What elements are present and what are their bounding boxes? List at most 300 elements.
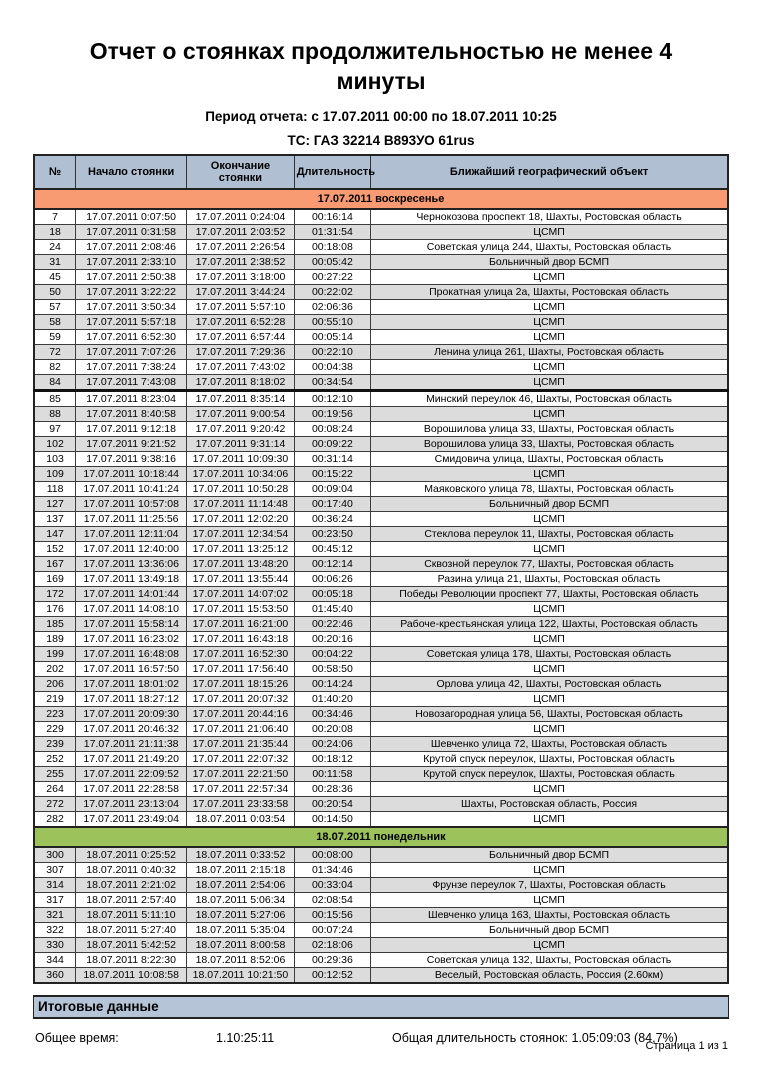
cell-number: 206 xyxy=(34,676,76,691)
cell-end-time: 18.07.2011 5:06:34 xyxy=(187,892,295,907)
cell-end-time: 17.07.2011 23:33:58 xyxy=(187,796,295,811)
cell-number: 252 xyxy=(34,751,76,766)
cell-location: Больничный двор БСМП xyxy=(371,847,728,863)
table-header-row xyxy=(34,155,728,189)
column-header-duration: Длительность xyxy=(294,155,370,189)
cell-end-time: 17.07.2011 17:56:40 xyxy=(187,661,295,676)
cell-duration: 00:45:12 xyxy=(294,541,370,556)
cell-number: 152 xyxy=(34,541,76,556)
table-row xyxy=(34,224,728,239)
cell-start-time: 17.07.2011 16:57:50 xyxy=(76,661,187,676)
cell-location: Больничный двор БСМП xyxy=(371,496,728,511)
table-row xyxy=(34,466,728,481)
cell-start-time: 17.07.2011 20:09:30 xyxy=(76,706,187,721)
cell-end-time: 17.07.2011 18:15:26 xyxy=(187,676,295,691)
cell-duration: 00:15:56 xyxy=(294,907,370,922)
totals-section-header: Итоговые данные xyxy=(33,995,729,1019)
cell-number: 322 xyxy=(34,922,76,937)
table-row xyxy=(34,922,728,937)
table-row xyxy=(34,796,728,811)
cell-start-time: 17.07.2011 18:27:12 xyxy=(76,691,187,706)
cell-start-time: 18.07.2011 5:11:10 xyxy=(76,907,187,922)
cell-start-time: 17.07.2011 3:22:22 xyxy=(76,284,187,299)
cell-start-time: 18.07.2011 10:08:58 xyxy=(76,967,187,983)
table-row xyxy=(34,209,728,225)
cell-duration: 00:18:12 xyxy=(294,751,370,766)
cell-location: Разина улица 21, Шахты, Ростовская область xyxy=(371,571,728,586)
cell-duration: 00:23:50 xyxy=(294,526,370,541)
cell-duration: 00:04:22 xyxy=(294,646,370,661)
cell-end-time: 17.07.2011 16:43:18 xyxy=(187,631,295,646)
cell-location: ЦСМП xyxy=(371,374,728,390)
cell-start-time: 18.07.2011 2:21:02 xyxy=(76,877,187,892)
cell-number: 57 xyxy=(34,299,76,314)
cell-start-time: 17.07.2011 7:38:24 xyxy=(76,359,187,374)
cell-location: ЦСМП xyxy=(371,541,728,556)
cell-number: 229 xyxy=(34,721,76,736)
cell-start-time: 17.07.2011 2:50:38 xyxy=(76,269,187,284)
cell-end-time: 17.07.2011 2:38:52 xyxy=(187,254,295,269)
cell-location: ЦСМП xyxy=(371,601,728,616)
report-period: Период отчета: с 17.07.2011 00:00 по 18.07.2011 10:25 xyxy=(205,108,557,124)
cell-start-time: 18.07.2011 8:22:30 xyxy=(76,952,187,967)
cell-number: 102 xyxy=(34,436,76,451)
cell-end-time: 17.07.2011 21:35:44 xyxy=(187,736,295,751)
cell-number: 147 xyxy=(34,526,76,541)
cell-end-time: 17.07.2011 11:14:48 xyxy=(187,496,295,511)
cell-location: ЦСМП xyxy=(371,359,728,374)
cell-location: Веселый, Ростовская область, Россия (2.60км) xyxy=(371,967,728,983)
cell-number: 18 xyxy=(34,224,76,239)
cell-location: ЦСМП xyxy=(371,269,728,284)
cell-duration: 00:20:16 xyxy=(294,631,370,646)
table-row xyxy=(34,937,728,952)
cell-duration: 01:34:46 xyxy=(294,862,370,877)
cell-start-time: 17.07.2011 10:18:44 xyxy=(76,466,187,481)
cell-location: Ленина улица 261, Шахты, Ростовская область xyxy=(371,344,728,359)
day-section-header xyxy=(34,189,728,209)
cell-location: Советская улица 132, Шахты, Ростовская область xyxy=(371,952,728,967)
cell-number: 282 xyxy=(34,811,76,827)
cell-end-time: 17.07.2011 22:57:34 xyxy=(187,781,295,796)
cell-end-time: 17.07.2011 5:57:10 xyxy=(187,299,295,314)
cell-duration: 00:22:02 xyxy=(294,284,370,299)
cell-duration: 00:34:54 xyxy=(294,374,370,390)
cell-duration: 00:08:00 xyxy=(294,847,370,863)
cell-end-time: 18.07.2011 0:03:54 xyxy=(187,811,295,827)
cell-number: 137 xyxy=(34,511,76,526)
cell-location: Стеклова переулок 11, Шахты, Ростовская область xyxy=(371,526,728,541)
cell-start-time: 17.07.2011 8:40:58 xyxy=(76,406,187,421)
table-row xyxy=(34,877,728,892)
cell-number: 24 xyxy=(34,239,76,254)
cell-location: Шевченко улица 72, Шахты, Ростовская область xyxy=(371,736,728,751)
cell-start-time: 17.07.2011 7:43:08 xyxy=(76,374,187,390)
page-number: Страница 1 из 1 xyxy=(645,1040,728,1052)
cell-end-time: 18.07.2011 8:52:06 xyxy=(187,952,295,967)
cell-duration: 00:33:04 xyxy=(294,877,370,892)
table-row xyxy=(34,616,728,631)
cell-duration: 02:18:06 xyxy=(294,937,370,952)
cell-duration: 02:06:36 xyxy=(294,299,370,314)
cell-location: Шевченко улица 163, Шахты, Ростовская область xyxy=(371,907,728,922)
cell-end-time: 17.07.2011 20:44:16 xyxy=(187,706,295,721)
cell-duration: 00:11:58 xyxy=(294,766,370,781)
cell-location: ЦСМП xyxy=(371,862,728,877)
cell-start-time: 17.07.2011 6:52:30 xyxy=(76,329,187,344)
totals-line xyxy=(33,1031,729,1045)
cell-duration: 00:22:10 xyxy=(294,344,370,359)
stops-table xyxy=(33,154,729,984)
cell-end-time: 17.07.2011 9:31:14 xyxy=(187,436,295,451)
table-row xyxy=(34,556,728,571)
cell-end-time: 17.07.2011 22:07:32 xyxy=(187,751,295,766)
cell-start-time: 17.07.2011 16:23:02 xyxy=(76,631,187,646)
cell-duration: 01:31:54 xyxy=(294,224,370,239)
cell-start-time: 17.07.2011 22:28:58 xyxy=(76,781,187,796)
cell-location: ЦСМП xyxy=(371,781,728,796)
cell-end-time: 17.07.2011 2:03:52 xyxy=(187,224,295,239)
cell-location: ЦСМП xyxy=(371,224,728,239)
cell-end-time: 17.07.2011 20:07:32 xyxy=(187,691,295,706)
cell-number: 84 xyxy=(34,374,76,390)
cell-end-time: 17.07.2011 8:35:14 xyxy=(187,390,295,406)
cell-end-time: 17.07.2011 9:20:42 xyxy=(187,421,295,436)
cell-location: ЦСМП xyxy=(371,511,728,526)
cell-end-time: 17.07.2011 10:50:28 xyxy=(187,481,295,496)
cell-start-time: 17.07.2011 16:48:08 xyxy=(76,646,187,661)
cell-start-time: 17.07.2011 0:31:58 xyxy=(76,224,187,239)
cell-location: ЦСМП xyxy=(371,691,728,706)
cell-location: ЦСМП xyxy=(371,329,728,344)
cell-number: 31 xyxy=(34,254,76,269)
cell-end-time: 17.07.2011 7:29:36 xyxy=(187,344,295,359)
cell-location: ЦСМП xyxy=(371,721,728,736)
cell-duration: 02:08:54 xyxy=(294,892,370,907)
table-row xyxy=(34,254,728,269)
cell-number: 199 xyxy=(34,646,76,661)
cell-end-time: 17.07.2011 12:02:20 xyxy=(187,511,295,526)
cell-end-time: 17.07.2011 7:43:02 xyxy=(187,359,295,374)
cell-location: Советская улица 244, Шахты, Ростовская область xyxy=(371,239,728,254)
table-row xyxy=(34,329,728,344)
cell-number: 82 xyxy=(34,359,76,374)
cell-number: 127 xyxy=(34,496,76,511)
table-row xyxy=(34,766,728,781)
table-row xyxy=(34,239,728,254)
cell-end-time: 17.07.2011 8:18:02 xyxy=(187,374,295,390)
cell-end-time: 17.07.2011 15:53:50 xyxy=(187,601,295,616)
cell-start-time: 17.07.2011 5:57:18 xyxy=(76,314,187,329)
cell-duration: 00:07:24 xyxy=(294,922,370,937)
cell-duration: 00:20:08 xyxy=(294,721,370,736)
cell-number: 219 xyxy=(34,691,76,706)
cell-number: 272 xyxy=(34,796,76,811)
cell-number: 45 xyxy=(34,269,76,284)
cell-number: 344 xyxy=(34,952,76,967)
cell-start-time: 17.07.2011 20:46:32 xyxy=(76,721,187,736)
table-row xyxy=(34,571,728,586)
cell-number: 185 xyxy=(34,616,76,631)
cell-number: 59 xyxy=(34,329,76,344)
cell-duration: 00:29:36 xyxy=(294,952,370,967)
cell-start-time: 17.07.2011 14:08:10 xyxy=(76,601,187,616)
table-row xyxy=(34,907,728,922)
cell-end-time: 18.07.2011 0:33:52 xyxy=(187,847,295,863)
table-row xyxy=(34,344,728,359)
cell-number: 307 xyxy=(34,862,76,877)
cell-duration: 00:09:04 xyxy=(294,481,370,496)
cell-number: 321 xyxy=(34,907,76,922)
cell-start-time: 18.07.2011 0:40:32 xyxy=(76,862,187,877)
page-title: Отчет о стоянках продолжительностью не менее 4 минуты xyxy=(89,38,673,95)
cell-duration: 00:55:10 xyxy=(294,314,370,329)
cell-duration: 00:28:36 xyxy=(294,781,370,796)
cell-location: Сквозной переулок 77, Шахты, Ростовская область xyxy=(371,556,728,571)
cell-number: 58 xyxy=(34,314,76,329)
cell-end-time: 17.07.2011 13:48:20 xyxy=(187,556,295,571)
cell-start-time: 17.07.2011 9:21:52 xyxy=(76,436,187,451)
table-row xyxy=(34,646,728,661)
cell-location: Крутой спуск переулок, Шахты, Ростовская область xyxy=(371,751,728,766)
cell-duration: 00:12:14 xyxy=(294,556,370,571)
cell-location: ЦСМП xyxy=(371,892,728,907)
cell-location: ЦСМП xyxy=(371,406,728,421)
cell-location: Ворошилова улица 33, Шахты, Ростовская область xyxy=(371,421,728,436)
cell-start-time: 17.07.2011 2:33:10 xyxy=(76,254,187,269)
column-header-end: Окончание стоянки xyxy=(187,155,295,189)
cell-number: 255 xyxy=(34,766,76,781)
cell-location: Новозагородная улица 56, Шахты, Ростовская область xyxy=(371,706,728,721)
cell-duration: 01:45:40 xyxy=(294,601,370,616)
cell-start-time: 17.07.2011 8:23:04 xyxy=(76,390,187,406)
cell-number: 330 xyxy=(34,937,76,952)
table-row xyxy=(34,496,728,511)
cell-location: ЦСМП xyxy=(371,631,728,646)
cell-location: Больничный двор БСМП xyxy=(371,254,728,269)
cell-duration: 00:15:22 xyxy=(294,466,370,481)
cell-duration: 00:06:26 xyxy=(294,571,370,586)
cell-end-time: 17.07.2011 6:52:28 xyxy=(187,314,295,329)
cell-duration: 00:09:22 xyxy=(294,436,370,451)
table-row xyxy=(34,706,728,721)
cell-start-time: 17.07.2011 7:07:26 xyxy=(76,344,187,359)
cell-start-time: 17.07.2011 10:57:08 xyxy=(76,496,187,511)
column-header-start: Начало стоянки xyxy=(76,155,187,189)
table-row xyxy=(34,374,728,390)
cell-number: 109 xyxy=(34,466,76,481)
cell-start-time: 17.07.2011 14:01:44 xyxy=(76,586,187,601)
cell-end-time: 17.07.2011 13:25:12 xyxy=(187,541,295,556)
cell-number: 360 xyxy=(34,967,76,983)
cell-location: Смидовича улица, Шахты, Ростовская область xyxy=(371,451,728,466)
table-row xyxy=(34,359,728,374)
cell-start-time: 17.07.2011 23:49:04 xyxy=(76,811,187,827)
cell-location: Прокатная улица 2а, Шахты, Ростовская область xyxy=(371,284,728,299)
cell-start-time: 17.07.2011 23:13:04 xyxy=(76,796,187,811)
cell-duration: 00:58:50 xyxy=(294,661,370,676)
cell-start-time: 17.07.2011 15:58:14 xyxy=(76,616,187,631)
cell-start-time: 17.07.2011 21:11:38 xyxy=(76,736,187,751)
cell-start-time: 18.07.2011 5:42:52 xyxy=(76,937,187,952)
table-row xyxy=(34,601,728,616)
cell-start-time: 18.07.2011 0:25:52 xyxy=(76,847,187,863)
cell-end-time: 17.07.2011 9:00:54 xyxy=(187,406,295,421)
cell-duration: 00:12:52 xyxy=(294,967,370,983)
cell-end-time: 17.07.2011 2:26:54 xyxy=(187,239,295,254)
table-row xyxy=(34,541,728,556)
cell-location: Больничный двор БСМП xyxy=(371,922,728,937)
table-row xyxy=(34,406,728,421)
cell-location: Шахты, Ростовская область, Россия xyxy=(371,796,728,811)
cell-duration: 00:12:10 xyxy=(294,390,370,406)
cell-location: ЦСМП xyxy=(371,937,728,952)
cell-duration: 00:17:40 xyxy=(294,496,370,511)
table-row xyxy=(34,781,728,796)
cell-number: 118 xyxy=(34,481,76,496)
cell-number: 7 xyxy=(34,209,76,225)
cell-number: 167 xyxy=(34,556,76,571)
cell-duration: 00:19:56 xyxy=(294,406,370,421)
cell-start-time: 17.07.2011 3:50:34 xyxy=(76,299,187,314)
cell-location: ЦСМП xyxy=(371,811,728,827)
cell-end-time: 17.07.2011 3:44:24 xyxy=(187,284,295,299)
total-stops-duration: Общая длительность стоянок: 1.05:09:03 (84,7%) xyxy=(392,1030,678,1045)
cell-location: Минский переулок 46, Шахты, Ростовская область xyxy=(371,390,728,406)
day-section-header xyxy=(34,827,728,847)
cell-number: 189 xyxy=(34,631,76,646)
table-row xyxy=(34,314,728,329)
cell-end-time: 18.07.2011 2:15:18 xyxy=(187,862,295,877)
cell-start-time: 17.07.2011 0:07:50 xyxy=(76,209,187,225)
cell-number: 176 xyxy=(34,601,76,616)
cell-end-time: 17.07.2011 3:18:00 xyxy=(187,269,295,284)
table-row xyxy=(34,586,728,601)
cell-number: 300 xyxy=(34,847,76,863)
cell-start-time: 17.07.2011 2:08:46 xyxy=(76,239,187,254)
cell-duration: 01:40:20 xyxy=(294,691,370,706)
cell-end-time: 18.07.2011 5:35:04 xyxy=(187,922,295,937)
table-row xyxy=(34,751,728,766)
cell-duration: 00:27:22 xyxy=(294,269,370,284)
cell-number: 264 xyxy=(34,781,76,796)
table-row xyxy=(34,299,728,314)
cell-end-time: 17.07.2011 16:52:30 xyxy=(187,646,295,661)
cell-duration: 00:16:14 xyxy=(294,209,370,225)
table-row xyxy=(34,421,728,436)
table-row xyxy=(34,967,728,983)
cell-location: Чернокозова проспект 18, Шахты, Ростовская область xyxy=(371,209,728,225)
table-row xyxy=(34,952,728,967)
cell-number: 239 xyxy=(34,736,76,751)
cell-number: 72 xyxy=(34,344,76,359)
cell-end-time: 18.07.2011 10:21:50 xyxy=(187,967,295,983)
cell-duration: 00:34:46 xyxy=(294,706,370,721)
table-row xyxy=(34,526,728,541)
table-row xyxy=(34,892,728,907)
table-row xyxy=(34,811,728,827)
table-row xyxy=(34,862,728,877)
cell-duration: 00:18:08 xyxy=(294,239,370,254)
cell-start-time: 17.07.2011 13:49:18 xyxy=(76,571,187,586)
cell-duration: 00:05:18 xyxy=(294,586,370,601)
cell-number: 103 xyxy=(34,451,76,466)
cell-duration: 00:22:46 xyxy=(294,616,370,631)
cell-end-time: 17.07.2011 22:21:50 xyxy=(187,766,295,781)
cell-end-time: 17.07.2011 14:07:02 xyxy=(187,586,295,601)
cell-number: 50 xyxy=(34,284,76,299)
cell-duration: 00:20:54 xyxy=(294,796,370,811)
cell-start-time: 17.07.2011 9:38:16 xyxy=(76,451,187,466)
cell-start-time: 17.07.2011 12:11:04 xyxy=(76,526,187,541)
column-header-number: № xyxy=(34,155,76,189)
cell-duration: 00:05:42 xyxy=(294,254,370,269)
cell-location: ЦСМП xyxy=(371,299,728,314)
cell-start-time: 17.07.2011 12:40:00 xyxy=(76,541,187,556)
table-row xyxy=(34,847,728,863)
cell-end-time: 18.07.2011 2:54:06 xyxy=(187,877,295,892)
cell-location: Фрунзе переулок 7, Шахты, Ростовская область xyxy=(371,877,728,892)
cell-location: ЦСМП xyxy=(371,466,728,481)
cell-location: ЦСМП xyxy=(371,661,728,676)
cell-end-time: 18.07.2011 8:00:58 xyxy=(187,937,295,952)
day-section-label: 18.07.2011 понедельник xyxy=(34,827,728,847)
cell-number: 97 xyxy=(34,421,76,436)
table-row xyxy=(34,390,728,406)
cell-number: 172 xyxy=(34,586,76,601)
cell-start-time: 17.07.2011 11:25:56 xyxy=(76,511,187,526)
cell-start-time: 18.07.2011 2:57:40 xyxy=(76,892,187,907)
cell-number: 169 xyxy=(34,571,76,586)
cell-start-time: 17.07.2011 21:49:20 xyxy=(76,751,187,766)
table-row xyxy=(34,451,728,466)
cell-start-time: 17.07.2011 10:41:24 xyxy=(76,481,187,496)
cell-location: ЦСМП xyxy=(371,314,728,329)
day-section-label: 17.07.2011 воскресенье xyxy=(34,189,728,209)
cell-location: Победы Революции проспект 77, Шахты, Ростовская область xyxy=(371,586,728,601)
cell-start-time: 17.07.2011 18:01:02 xyxy=(76,676,187,691)
cell-number: 314 xyxy=(34,877,76,892)
table-row xyxy=(34,691,728,706)
cell-end-time: 17.07.2011 10:34:06 xyxy=(187,466,295,481)
cell-start-time: 17.07.2011 9:12:18 xyxy=(76,421,187,436)
cell-number: 85 xyxy=(34,390,76,406)
table-row xyxy=(34,269,728,284)
table-row xyxy=(34,436,728,451)
cell-end-time: 17.07.2011 21:06:40 xyxy=(187,721,295,736)
table-row xyxy=(34,481,728,496)
table-row xyxy=(34,736,728,751)
cell-duration: 00:24:06 xyxy=(294,736,370,751)
cell-duration: 00:08:24 xyxy=(294,421,370,436)
cell-start-time: 17.07.2011 22:09:52 xyxy=(76,766,187,781)
report-vehicle: ТС: ГАЗ 32214 В893УО 61rus xyxy=(287,132,475,148)
cell-duration: 00:14:24 xyxy=(294,676,370,691)
table-row xyxy=(34,721,728,736)
cell-number: 88 xyxy=(34,406,76,421)
cell-location: Маяковского улица 78, Шахты, Ростовская область xyxy=(371,481,728,496)
cell-end-time: 18.07.2011 5:27:06 xyxy=(187,907,295,922)
cell-start-time: 17.07.2011 13:36:06 xyxy=(76,556,187,571)
cell-end-time: 17.07.2011 6:57:44 xyxy=(187,329,295,344)
cell-duration: 00:04:38 xyxy=(294,359,370,374)
cell-end-time: 17.07.2011 13:55:44 xyxy=(187,571,295,586)
cell-location: Ворошилова улица 33, Шахты, Ростовская область xyxy=(371,436,728,451)
cell-end-time: 17.07.2011 10:09:30 xyxy=(187,451,295,466)
total-time-label: Общее время: xyxy=(35,1030,119,1045)
cell-end-time: 17.07.2011 16:21:00 xyxy=(187,616,295,631)
cell-location: Рабоче-крестьянская улица 122, Шахты, Ростовская область xyxy=(371,616,728,631)
